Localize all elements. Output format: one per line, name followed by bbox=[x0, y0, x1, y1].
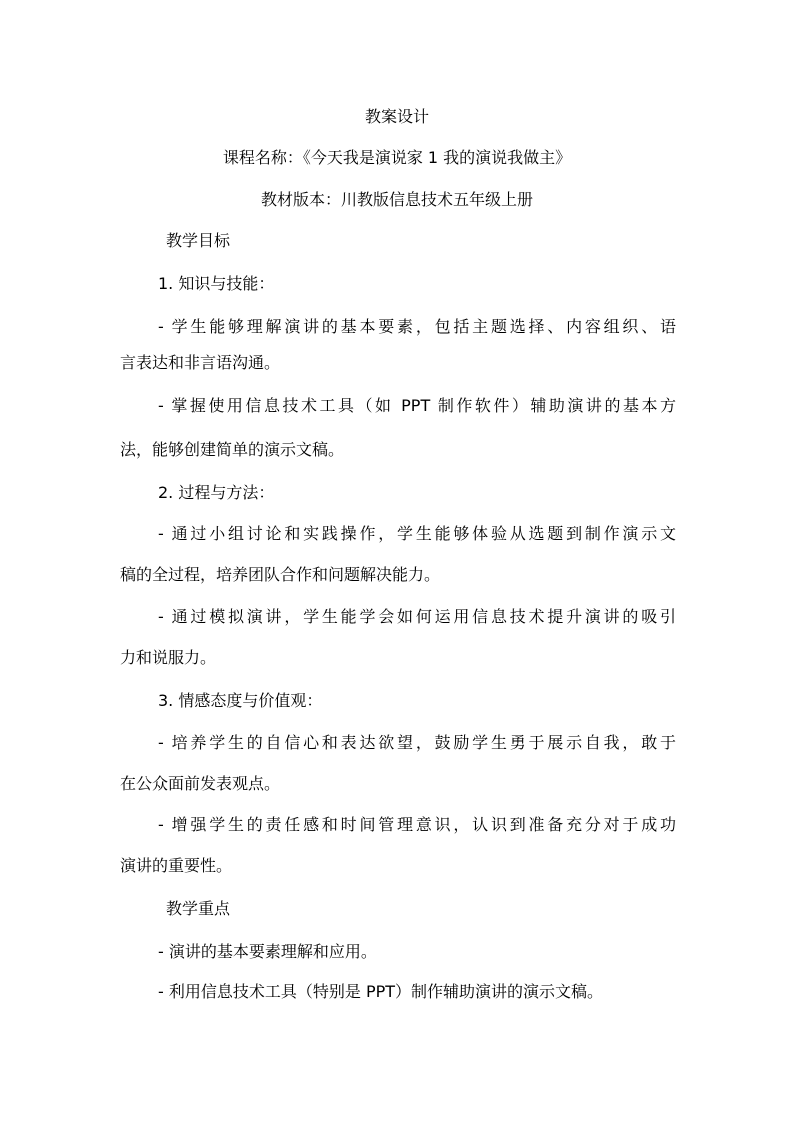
knowledge-item-1-line-1: - 学生能够理解演讲的基本要素，包括主题选择、内容组织、语 bbox=[158, 317, 676, 336]
knowledge-heading: 1. 知识与技能： bbox=[158, 274, 275, 293]
key-point-2: - 利用信息技术工具（特别是 PPT）制作辅助演讲的演示文稿。 bbox=[158, 982, 604, 1001]
emotion-item-2-line-1: - 增强学生的责任感和时间管理意识，认识到准备充分对于成功 bbox=[158, 815, 676, 834]
knowledge-item-2-line-2: 法，能够创建简单的演示文稿。 bbox=[120, 440, 345, 459]
emotion-heading: 3. 情感态度与价值观： bbox=[158, 691, 323, 710]
key-points-heading: 教学重点 bbox=[166, 899, 231, 918]
knowledge-item-1-line-2: 言表达和非言语沟通。 bbox=[120, 353, 281, 372]
emotion-item-1-line-2: 在公众面前发表观点。 bbox=[120, 774, 281, 793]
process-heading: 2. 过程与方法： bbox=[158, 483, 275, 502]
emotion-item-1-line-1: - 培养学生的自信心和表达欲望，鼓励学生勇于展示自我，敢于 bbox=[158, 733, 676, 752]
doc-title: 教案设计 bbox=[364, 107, 429, 126]
key-point-1: - 演讲的基本要素理解和应用。 bbox=[158, 942, 377, 961]
knowledge-item-2-line-1: - 掌握使用信息技术工具（如 PPT 制作软件）辅助演讲的基本方 bbox=[158, 396, 676, 415]
textbook-version: 教材版本：川教版信息技术五年级上册 bbox=[260, 190, 533, 209]
course-name: 课程名称：《今天我是演说家 1 我的演说我做主》 bbox=[222, 148, 572, 167]
process-item-1-line-1: - 通过小组讨论和实践操作，学生能够体验从选题到制作演示文 bbox=[158, 524, 676, 543]
process-item-2-line-1: - 通过模拟演讲，学生能学会如何运用信息技术提升演讲的吸引 bbox=[158, 607, 676, 626]
process-item-1-line-2: 稿的全过程，培养团队合作和问题解决能力。 bbox=[120, 565, 441, 584]
emotion-item-2-line-2: 演讲的重要性。 bbox=[120, 856, 233, 875]
objectives-heading: 教学目标 bbox=[166, 231, 231, 250]
process-item-2-line-2: 力和说服力。 bbox=[120, 648, 217, 667]
